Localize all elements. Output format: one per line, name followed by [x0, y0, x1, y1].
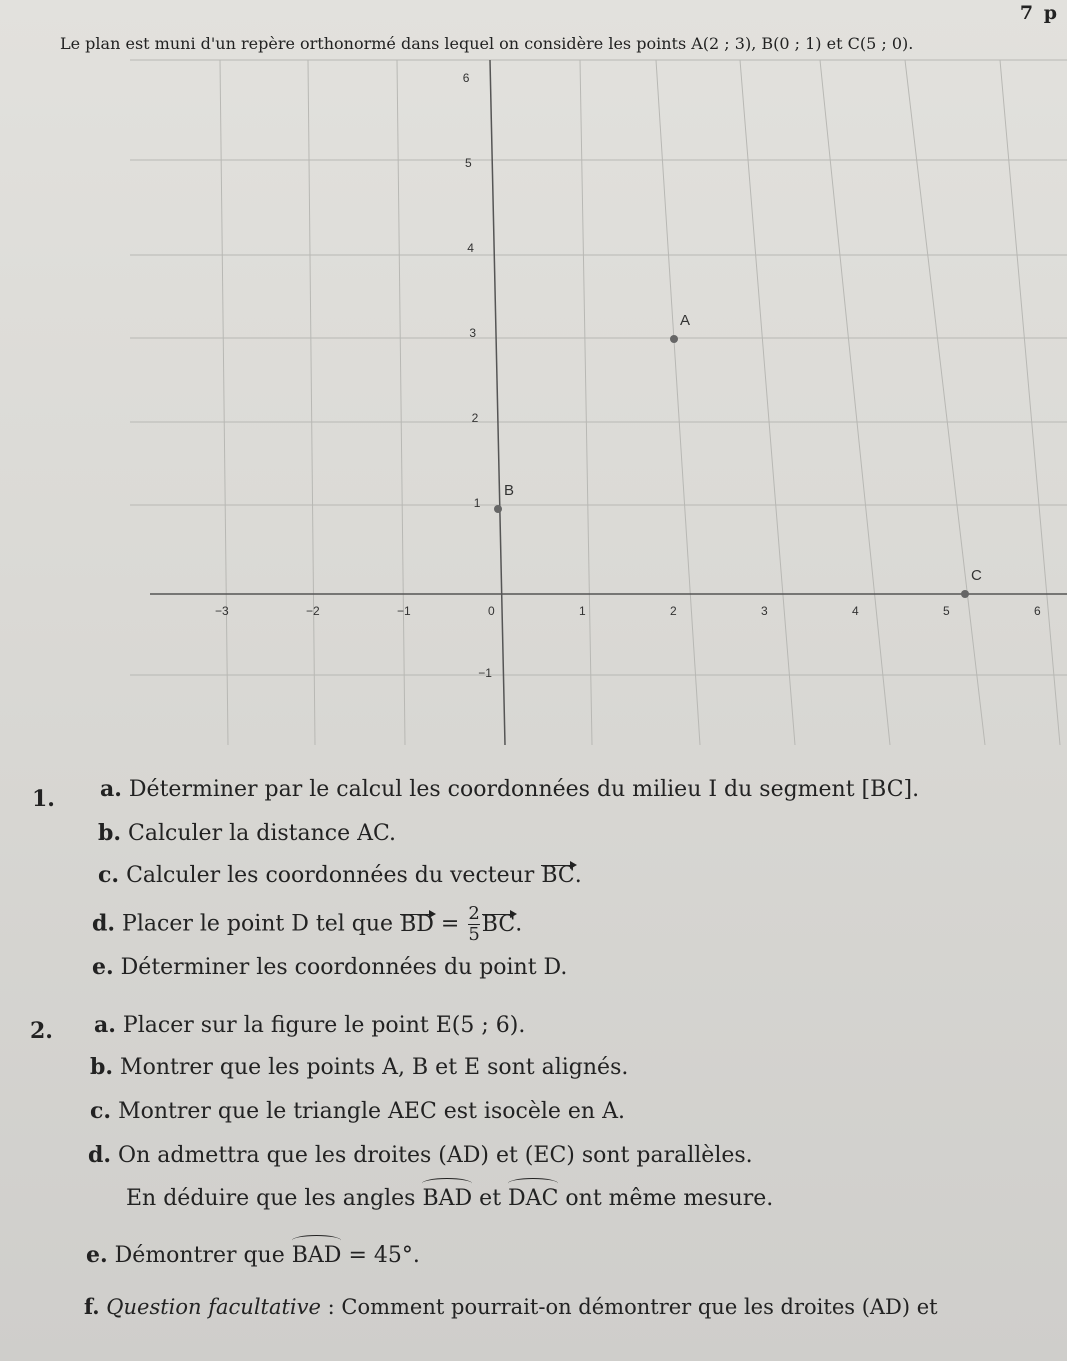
q1b-label: b. [98, 820, 122, 846]
y-axis [490, 60, 505, 745]
q1c: c. Calculer les coordonnées du vecteur BC. [98, 862, 582, 888]
x-tick-label: −3 [215, 604, 229, 618]
point-c [961, 590, 969, 598]
equals-sign: = [440, 911, 460, 937]
q1e-label: e. [92, 954, 114, 980]
vector-bc-2: BC [481, 911, 516, 937]
q2f-text: : Comment pourrait-on démontrer que les droites (AD) et [327, 1295, 938, 1319]
fraction-denominator: 5 [468, 924, 480, 945]
intro-text: Le plan est muni d'un repère orthonormé dans lequel on considère les points A(2 ; 3), B(0 ; 1) et C(5 ; 0). [60, 34, 914, 53]
q2-number: 2. [30, 1018, 53, 1044]
q2e-label: e. [86, 1242, 108, 1268]
x-tick-label: 5 [943, 604, 950, 618]
q1a-text: Déterminer par le calcul les coordonnées du milieu I du segment [BC]. [128, 777, 920, 802]
q2e [86, 1242, 420, 1268]
q2d2-et: et [479, 1186, 502, 1211]
q1-number: 1. [32, 786, 55, 812]
y-tick-label: 5 [465, 156, 472, 170]
y-tick-label: 6 [462, 71, 470, 85]
q2d2-text2: ont même mesure. [565, 1186, 774, 1211]
q1e [92, 954, 567, 980]
point-a [670, 335, 678, 343]
q2d2-text1: En déduire que les angles [126, 1186, 416, 1211]
point-label-b: B [504, 482, 515, 499]
grid [130, 60, 1067, 745]
angle-bad-2: BAD [291, 1243, 342, 1268]
q2c-label: c. [90, 1098, 112, 1124]
q1b-text: Calculer la distance AC. [128, 821, 397, 846]
x-tick-label: 2 [670, 604, 677, 618]
x-tick-label: 0 [488, 604, 495, 618]
q1a [100, 776, 919, 802]
x-tick-label: 3 [761, 604, 768, 618]
x-tick-label: 4 [852, 604, 859, 618]
q1d-label: d. [92, 910, 116, 937]
q2b-text: Montrer que les points A, B et E sont alignés. [120, 1055, 629, 1080]
x-tick-label: −2 [306, 604, 320, 618]
q2f [84, 1294, 938, 1319]
q1d: d. Placer le point D tel que BD = $\frac{2}{5}$ BC. [92, 903, 523, 945]
vector-bd: BD [400, 911, 434, 937]
q1b [98, 820, 396, 846]
q2f-title: Question facultative [106, 1295, 321, 1319]
q2b [90, 1054, 628, 1080]
q1e-text: Déterminer les coordonnées du point D. [120, 955, 568, 980]
q2b-label: b. [90, 1054, 114, 1080]
y-tick-label: −1 [478, 666, 492, 680]
q1a-label: a. [100, 776, 122, 802]
y-tick-label: 1 [473, 496, 481, 510]
q2d-continued [126, 1186, 773, 1211]
y-tick-label: 3 [469, 326, 477, 340]
q2d-text: On admettra que les droites (AD) et (EC) sont parallèles. [118, 1143, 753, 1168]
y-tick-label: 2 [471, 411, 479, 425]
point-label-a: A [680, 312, 691, 329]
angle-dac: DAC [508, 1186, 559, 1211]
q2a [94, 1012, 525, 1038]
fraction-numerator: 2 [468, 903, 480, 924]
page-number: 7 p [1019, 2, 1059, 24]
q2a-label: a. [94, 1012, 116, 1038]
q1c-label: c. [98, 862, 120, 888]
point-b [494, 505, 502, 513]
q2a-text: Placer sur la figure le point E(5 ; 6). [122, 1013, 526, 1038]
angle-bad: BAD [422, 1186, 473, 1211]
y-tick-label: 4 [467, 241, 474, 255]
point-label-c: C [971, 567, 982, 584]
fraction [468, 904, 479, 945]
q2e-text: Démontrer que [114, 1243, 285, 1268]
vector-bc: BC [541, 863, 575, 888]
q2c-text: Montrer que le triangle AEC est isocèle en A. [118, 1099, 625, 1124]
q2d-label: d. [88, 1142, 112, 1168]
q2f-label: f. [84, 1294, 100, 1319]
x-tick-label: 6 [1034, 604, 1041, 618]
x-tick-label: −1 [397, 604, 411, 618]
q2d [88, 1142, 753, 1168]
q1d-text: Placer le point D tel que [122, 911, 394, 937]
q1c-text: Calculer les coordonnées du vecteur [126, 863, 535, 888]
x-tick-label: 1 [579, 604, 586, 618]
q2c [90, 1098, 625, 1124]
q2e-eq: = 45°. [348, 1243, 420, 1268]
